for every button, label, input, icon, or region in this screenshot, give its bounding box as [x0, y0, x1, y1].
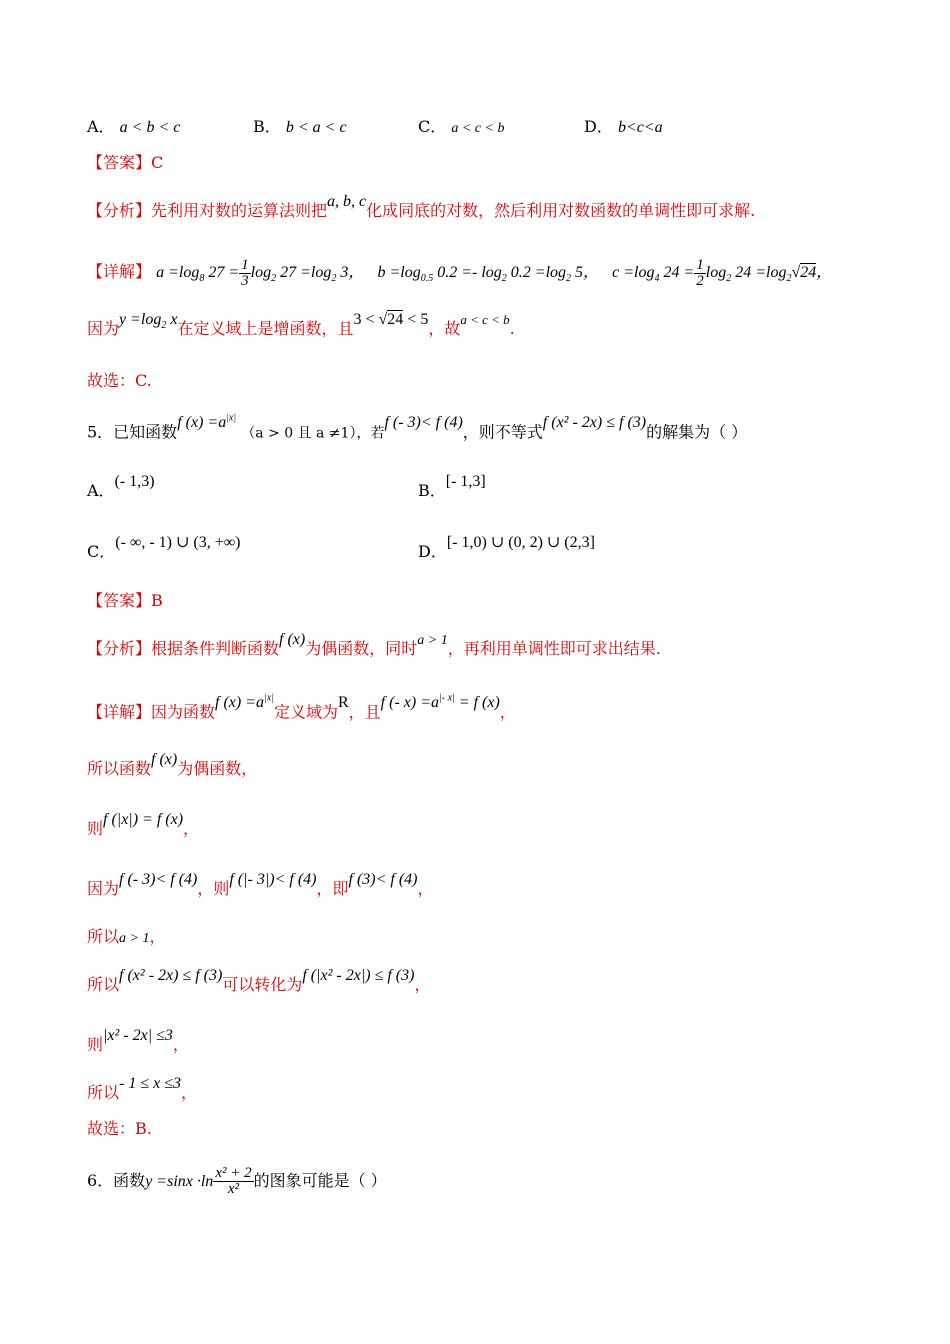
detail-tag: 【详解】	[87, 262, 152, 282]
math-func: $y =\log_2$ x	[119, 311, 178, 332]
q4-answer	[87, 152, 163, 174]
math-expr: f (3)< f (4)	[348, 871, 418, 888]
option-label: A．	[87, 481, 115, 500]
math-cond: a > 1	[417, 633, 448, 648]
option-label: D．	[418, 542, 447, 561]
math-domain: R	[337, 694, 349, 712]
q5-answer: 【答案】B	[87, 591, 163, 610]
q5-choice: 故选：B.	[87, 1119, 152, 1138]
option-label: C．	[418, 117, 447, 136]
math-expr: f (|- 3|)< f (4)	[229, 871, 317, 888]
option-expr: (- ∞, - 1) ∪ (3, +∞)	[115, 534, 241, 551]
math-expr: |x² - 2x| ≤3	[103, 1027, 173, 1044]
q5-line-6: 则|x² - 2x| ≤3，	[87, 1027, 189, 1054]
math-expr: f (|x² - 2x|) ≤ f (3)	[302, 967, 415, 984]
math-expr: - 1 ≤ x ≤3	[119, 1075, 182, 1092]
math-conclusion: a < c < b	[460, 312, 510, 327]
analysis-text: 化成同底的对数，然后利用对数函数的单调性即可求解.	[366, 201, 756, 220]
math-b: $b =\log_{0.5}$ $0.2 =- \log_2 0.2 =\log_2$ 5，	[377, 264, 600, 285]
math-a: $a =\log_8$ 27 = $\frac{1}{3}$ $\log_2 27 =\log_2$ 3，	[156, 257, 365, 289]
math-given: f (- 3)< f (4)	[384, 414, 463, 432]
q5-line-7: 所以- 1 ≤ x ≤3，	[87, 1075, 198, 1102]
option-label: D．	[584, 117, 613, 136]
math-expr: f (x² - 2x) ≤ f (3)	[119, 967, 223, 984]
math-vars: a, b, c	[327, 193, 367, 210]
math-ineq: f (x² - 2x) ≤ f (3)	[542, 414, 647, 432]
option-label: B．	[253, 117, 281, 136]
q5-option-a[interactable]	[87, 473, 155, 503]
option-label: C．	[87, 542, 116, 561]
math-frac: $\frac{\text{x² + 2}}{\text{x²}}$	[215, 1165, 252, 1197]
math-c: $c =\log_4$ 24 = $\frac{1}{2}$ $\log_2 24 =\log_2√24$，	[612, 257, 833, 289]
answer-tag: 【答案】	[87, 153, 152, 172]
option-expr: [- 1,0) ∪ (0, 2) ∪ (2,3]	[446, 534, 595, 551]
q5-line-4: 所以a > 1，	[87, 927, 166, 946]
option-label: A．	[87, 117, 115, 136]
q4-option-b[interactable]	[253, 116, 347, 139]
q5-option-c[interactable]	[87, 534, 241, 564]
math-expr: f (- 3)< f (4)	[119, 871, 198, 888]
q6-question: 6．函数y =sinx ·ln $\frac{\text{x² + 2}}{\text{x²}}$ 的图象可能是（ ）	[87, 1165, 387, 1197]
q5-analysis: 【分析】根据条件判断函数f (x)为偶函数，同时a > 1，再利用单调性即可求出结果.	[87, 631, 661, 658]
q4-analysis	[87, 193, 756, 223]
q5-option-d[interactable]	[418, 534, 595, 564]
option-expr: b<c<a	[617, 119, 663, 136]
math-func: f $(x) =a^{|x|}$	[177, 413, 237, 432]
math-func: f $(x) =a^{|x|}$	[215, 693, 274, 712]
q4-option-c[interactable]	[418, 116, 504, 140]
q5-line-2: 则f (|x|) = f (x)，	[87, 811, 200, 838]
answer-value: C	[151, 153, 164, 172]
q5-line-3: 因为f (- 3)< f (4)，则f (|- 3|)< f (4)，即f (3)< f (4)，	[87, 871, 434, 898]
q4-option-a[interactable]	[87, 116, 180, 139]
math-f: f (x)	[151, 751, 178, 768]
q4-choice: 故选：C.	[87, 371, 152, 390]
q5-detail: 【详解】因为函数f $(x) =a^{|x|}$定义域为R，且f (- $x) =a^{|- x|} = f$ (x)，	[87, 693, 516, 722]
q4-option-d[interactable]	[584, 116, 663, 139]
analysis-tag: 【分析】	[87, 201, 152, 220]
math-func: y =sinx ·ln	[145, 1173, 214, 1190]
option-expr: a < c < b	[451, 121, 505, 136]
option-expr: b < a < c	[285, 119, 347, 136]
q5-line-5: 所以f (x² - 2x) ≤ f (3)可以转化为f (|x² - 2x|) ≤ f (3)，	[87, 967, 431, 994]
math-eq: f (- $x) =a^{|- x|} = f$ (x)	[380, 693, 500, 712]
q5-line-1: 所以函数f (x)为偶函数，	[87, 751, 258, 778]
q5-option-b[interactable]	[418, 473, 486, 503]
option-label: B．	[418, 481, 446, 500]
q5-question: 5．已知函数f $(x) =a^{|x|}$ （a > 0 且 a ≠1），若f (- 3)< f (4)，则不等式f (x² - 2x) ≤ f (3)的解集为（ ）	[87, 413, 748, 442]
math-f: f (x)	[279, 631, 306, 648]
q4-reasoning: 因为$y =\log_2$ x在定义域上是增函数，且3 < √24 < 5，故$^{a < c < b}$.	[87, 311, 515, 338]
analysis-text: 先利用对数的运算法则把	[151, 201, 328, 220]
option-expr: (- 1,3)	[114, 473, 155, 490]
option-expr: [- 1,3]	[445, 473, 486, 490]
option-expr: a < b < c	[119, 119, 181, 136]
math-eq: f (|x|) = f (x)	[103, 811, 184, 828]
q4-detail	[87, 258, 832, 290]
math-expr: a > 1	[119, 931, 150, 946]
math-ineq: 3 < √24 < 5	[353, 311, 429, 328]
